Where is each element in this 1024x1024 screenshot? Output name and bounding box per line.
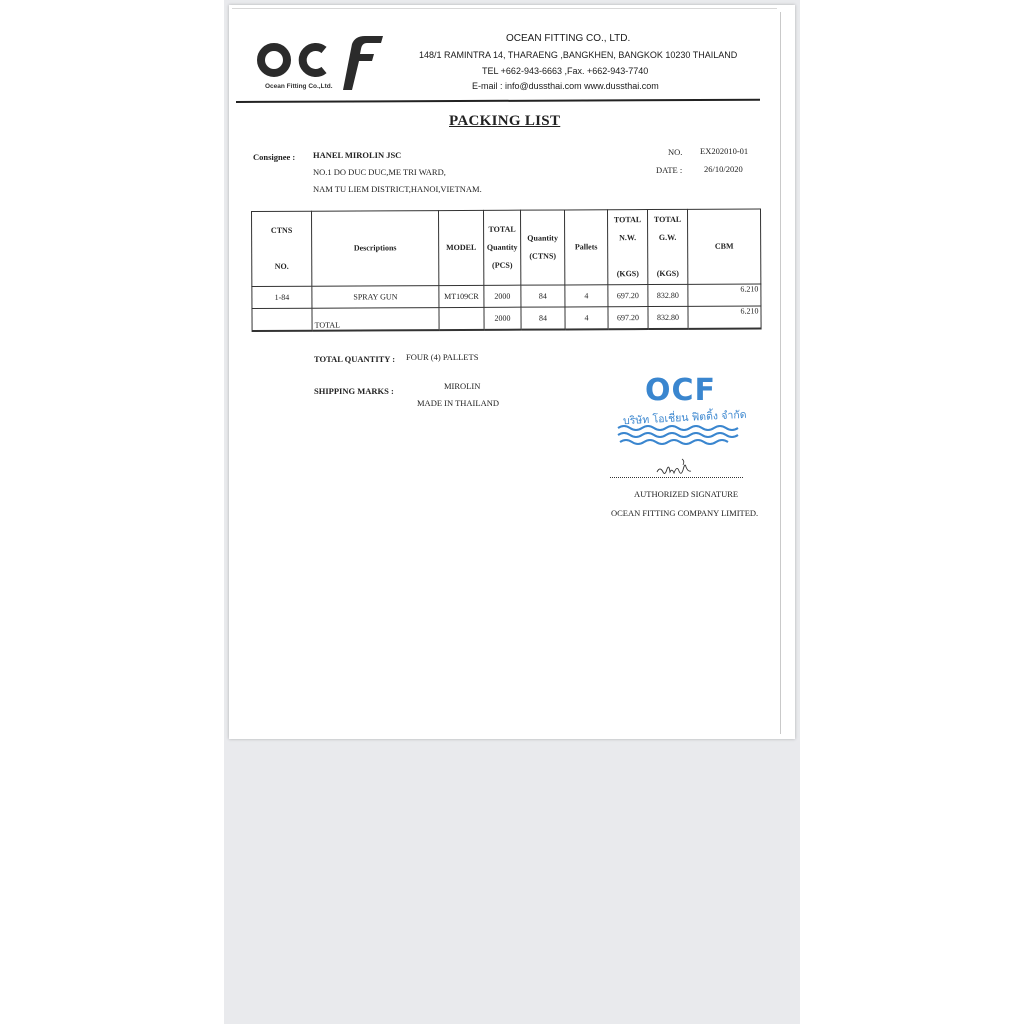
- company-address: 148/1 RAMINTRA 14, THARAENG ,BANGKHEN, BANGKOK 10230 THAILAND: [419, 50, 738, 60]
- company-name: OCEAN FITTING CO., LTD.: [506, 33, 631, 44]
- company-phone: TEL +662-943-6663 ,Fax. +662-943-7740: [482, 66, 649, 76]
- consignee-address-1: NO.1 DO DUC DUC,ME TRI WARD,: [313, 167, 446, 177]
- total-cell-blank: [252, 308, 312, 331]
- document-title: PACKING LIST: [449, 113, 561, 129]
- packing-table: [251, 209, 762, 332]
- handwritten-signature: [655, 455, 695, 477]
- signature-line: [610, 477, 743, 478]
- company-email: E-mail : info@dussthai.com www.dussthai.com: [472, 81, 659, 91]
- shipping-marks-origin: MADE IN THAILAND: [417, 398, 499, 408]
- consignee-address-2: NAM TU LIEM DISTRICT,HANOI,VIETNAM.: [313, 184, 482, 194]
- doc-number: EX202010-01: [700, 146, 749, 156]
- header-pallets: Pallets: [564, 210, 607, 285]
- total-cell-model: [439, 307, 484, 330]
- cell-cbm: 6.210: [688, 284, 761, 306]
- header-cbm: CBM: [687, 209, 760, 284]
- total-quantity-label: TOTAL QUANTITY :: [314, 354, 396, 364]
- logo-subtitle: Ocean Fitting Co.,Ltd.: [265, 83, 333, 90]
- shipping-marks-label: SHIPPING MARKS :: [314, 386, 394, 396]
- cell-description: SPRAY GUN: [312, 286, 439, 309]
- authorized-signature-label: AUTHORIZED SIGNATURE: [634, 489, 739, 499]
- header-total-quantity: TOTAL Quantity (PCS): [483, 210, 520, 285]
- header-descriptions: Descriptions: [312, 211, 439, 287]
- total-pallets: 4: [565, 307, 608, 330]
- doc-number-label: NO.: [668, 147, 683, 157]
- cell-ctns: 84: [521, 285, 565, 307]
- header-gw: TOTAL G.W. (KGS): [647, 209, 687, 284]
- stamp-thai-text: บริษัท โอเชี่ยน ฟิตติ้ง จำกัด: [622, 408, 747, 428]
- table-row: [252, 284, 761, 308]
- date-value: 26/10/2020: [704, 164, 743, 174]
- total-ctns: 84: [521, 307, 565, 330]
- cell-gw: 832.80: [648, 284, 688, 306]
- shipping-marks-brand: MIROLIN: [444, 381, 481, 391]
- cell-model: MT109CR: [439, 285, 484, 307]
- total-gw: 832.80: [648, 306, 688, 329]
- cell-nw: 697.20: [608, 285, 648, 307]
- total-nw: 697.20: [608, 307, 648, 330]
- total-pcs: 2000: [484, 307, 521, 330]
- consignee-label: Consignee :: [253, 152, 296, 162]
- total-quantity-value: FOUR (4) PALLETS: [406, 352, 479, 362]
- date-label: DATE :: [656, 165, 683, 175]
- header-model: MODEL: [439, 210, 484, 285]
- table-total-row: [252, 306, 761, 331]
- company-stamp: OCF: [645, 373, 717, 408]
- total-cbm: 6.210: [688, 306, 761, 329]
- cell-pallets: 4: [565, 285, 608, 307]
- header-nw: TOTAL N.W. (KGS): [607, 210, 647, 285]
- header-ctns: CTNS NO.: [252, 211, 312, 286]
- consignee-name: HANEL MIROLIN JSC: [313, 150, 402, 160]
- page-top-edge: [232, 8, 777, 9]
- total-label: TOTAL: [312, 308, 439, 331]
- header-quantity-ctns: Quantity (CTNS): [520, 210, 564, 285]
- table-header-row: [252, 209, 761, 286]
- cell-total-pcs: 2000: [484, 285, 521, 307]
- page-right-edge: [780, 12, 781, 734]
- cell-ctns-no: 1-84: [252, 286, 312, 308]
- signature-company: OCEAN FITTING COMPANY LIMITED.: [611, 508, 759, 518]
